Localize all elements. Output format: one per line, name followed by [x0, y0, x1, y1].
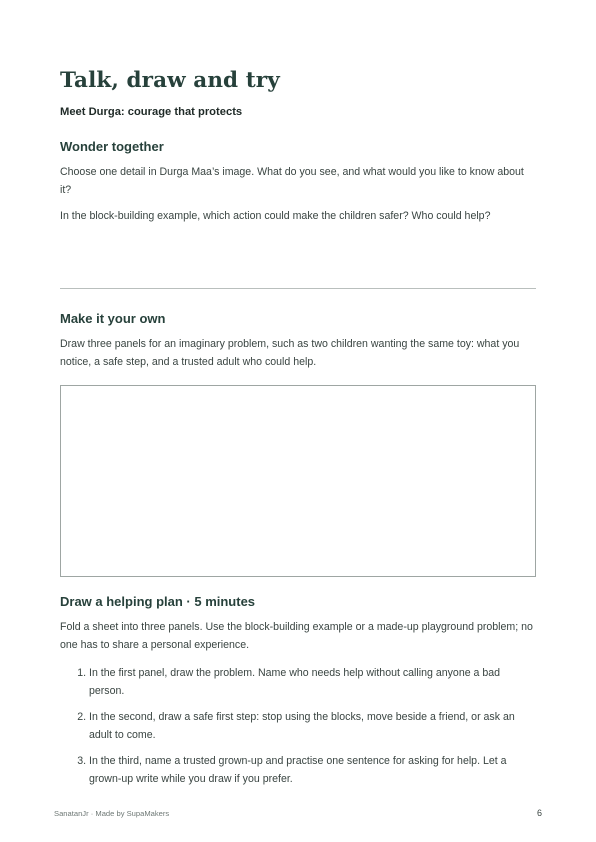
page-title: Talk, draw and try [60, 68, 280, 93]
plan-steps-list [60, 664, 536, 796]
page-number: 6 [536, 808, 542, 818]
list-item: 2. In the second, draw a safe first step: stop using the blocks, move beside a friend, or ask an adult to come. [89, 708, 536, 744]
make-heading: Make it your own [60, 311, 166, 326]
plan-paragraph: Fold a sheet into three panels. Use the block-building example or a made-up playground problem; no one has to share a personal experience. [60, 621, 533, 651]
list-item: 3. In the third, name a trusted grown-up and practise one sentence for asking for help. Let a grown-up write while you draw if you prefer. [89, 752, 536, 788]
drawing-box[interactable] [60, 385, 536, 577]
wonder-heading: Wonder together [60, 139, 164, 154]
wonder-paragraph-2: In the block-building example, which action could make the children safer? Who could help? [60, 210, 491, 222]
make-paragraph: Draw three panels for an imaginary problem, such as two children wanting the same toy: what you notice, a safe step, and a trusted adult who could help. [60, 338, 520, 368]
plan-heading: Draw a helping plan · 5 minutes [60, 594, 256, 609]
list-item: 1. In the first panel, draw the problem. Name who needs help without calling anyone a bad person. [89, 664, 536, 700]
wonder-paragraph-1: Choose one detail in Durga Maa’s image. What do you see, and what would you like to know about it? [60, 166, 524, 196]
section-divider [60, 288, 536, 289]
footer-credit: SanatanJr · Made by SupaMakers [54, 809, 170, 818]
page-subtitle: Meet Durga: courage that protects [60, 106, 243, 118]
